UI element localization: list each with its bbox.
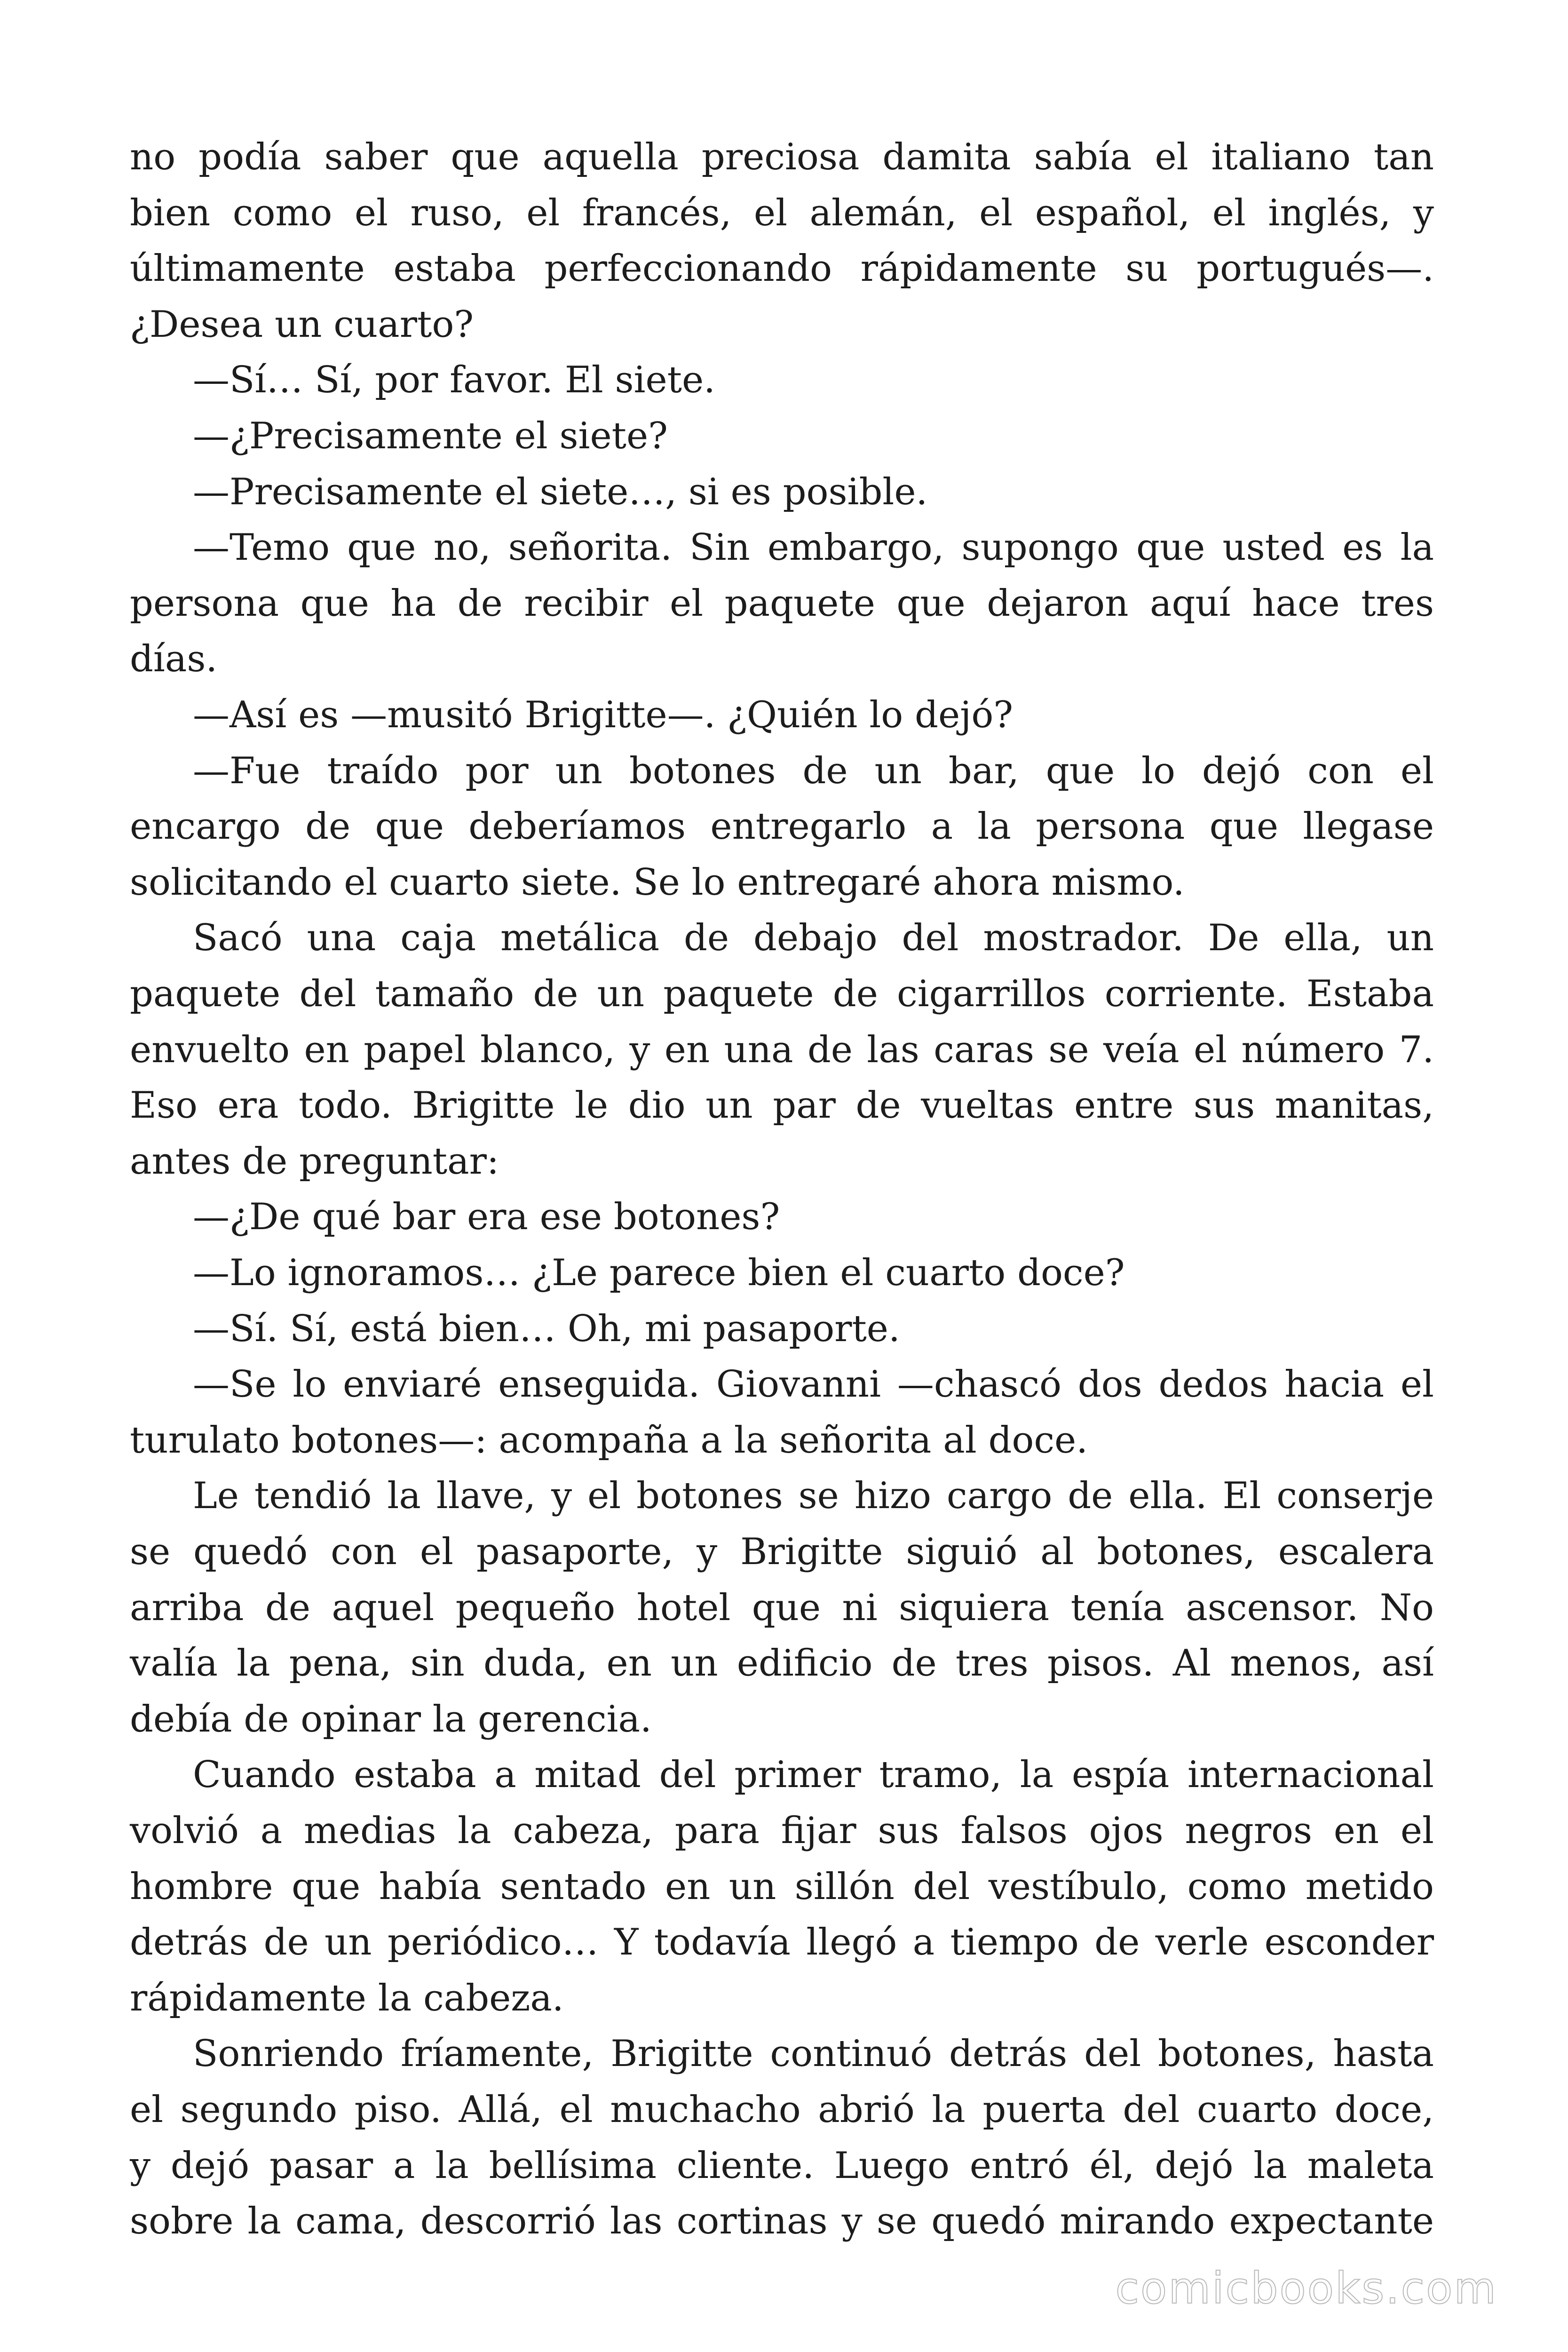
text-line: Le tendió la llave, y el botones se hizo cargo de ella. El conserje bbox=[193, 1475, 1434, 1518]
text-line: el segundo piso. Allá, el muchacho abrió la puerta del cuarto doce, bbox=[130, 2089, 1434, 2131]
text-line: —Temo que no, señorita. Sin embargo, supongo que usted es la bbox=[193, 526, 1434, 569]
text-line: valía la pena, sin duda, en un edificio de tres pisos. Al menos, así bbox=[130, 1642, 1434, 1685]
text-line: debía de opinar la gerencia. bbox=[130, 1698, 652, 1740]
text-line: Cuando estaba a mitad del primer tramo, la espía internacional bbox=[193, 1754, 1434, 1796]
text-line: Sonriendo fríamente, Brigitte continuó detrás del botones, hasta bbox=[193, 2033, 1434, 2075]
text-line: detrás de un periódico… Y todavía llegó a tiempo de verle esconder bbox=[130, 1921, 1434, 1964]
text-line: se quedó con el pasaporte, y Brigitte siguió al botones, escalera bbox=[130, 1531, 1434, 1573]
text-line: —Sí. Sí, está bien… Oh, mi pasaporte. bbox=[193, 1307, 900, 1350]
text-line: y dejó pasar a la bellísima cliente. Luego entró él, dejó la maleta bbox=[130, 2144, 1434, 2187]
text-line: turulato botones—: acompaña a la señorita al doce. bbox=[130, 1419, 1088, 1462]
text-line: días. bbox=[130, 638, 218, 681]
text-line: Sacó una caja metálica de debajo del mostrador. De ella, un bbox=[193, 917, 1434, 960]
text-line: rápidamente la cabeza. bbox=[130, 1977, 564, 2019]
text-line: bien como el ruso, el francés, el alemán, el español, el inglés, y bbox=[130, 191, 1434, 234]
text-line: antes de preguntar: bbox=[130, 1140, 499, 1183]
text-line: persona que ha de recibir el paquete que dejaron aquí hace tres bbox=[130, 582, 1434, 625]
text-line: sobre la cama, descorrió las cortinas y se quedó mirando expectante bbox=[130, 2200, 1434, 2243]
text-line: ¿Desea un cuarto? bbox=[130, 303, 474, 346]
text-line: encargo de que deberíamos entregarlo a la persona que llegase bbox=[130, 805, 1434, 848]
text-line: —Lo ignoramos… ¿Le parece bien el cuarto doce? bbox=[193, 1252, 1125, 1294]
text-line: —Sí… Sí, por favor. El siete. bbox=[193, 359, 715, 402]
text-line: —Así es —musitó Brigitte—. ¿Quién lo dejó? bbox=[193, 694, 1014, 736]
text-line: —¿De qué bar era ese botones? bbox=[193, 1196, 780, 1239]
text-line: volvió a medias la cabeza, para fijar sus falsos ojos negros en el bbox=[130, 1810, 1434, 1852]
text-line: arriba de aquel pequeño hotel que ni siquiera tenía ascensor. No bbox=[130, 1586, 1434, 1629]
text-line: últimamente estaba perfeccionando rápidamente su portugués—. bbox=[130, 247, 1434, 290]
text-line: —Se lo enviaré enseguida. Giovanni —chascó dos dedos hacia el bbox=[193, 1363, 1434, 1406]
text-line: —Precisamente el siete…, si es posible. bbox=[193, 470, 928, 513]
text-line: hombre que había sentado en un sillón del vestíbulo, como metido bbox=[130, 1865, 1434, 1908]
text-line: no podía saber que aquella preciosa damita sabía el italiano tan bbox=[130, 136, 1434, 178]
site-watermark: comicbooks.com bbox=[1115, 2263, 1497, 2313]
text-line: envuelto en papel blanco, y en una de las caras se veía el número 7. bbox=[130, 1028, 1434, 1071]
text-line: Eso era todo. Brigitte le dio un par de vueltas entre sus manitas, bbox=[130, 1084, 1434, 1127]
text-line: —¿Precisamente el siete? bbox=[193, 415, 668, 457]
text-line: —Fue traído por un botones de un bar, que lo dejó con el bbox=[193, 749, 1434, 792]
text-line: paquete del tamaño de un paquete de cigarrillos corriente. Estaba bbox=[130, 973, 1434, 1015]
text-line: solicitando el cuarto siete. Se lo entregaré ahora mismo. bbox=[130, 861, 1185, 904]
